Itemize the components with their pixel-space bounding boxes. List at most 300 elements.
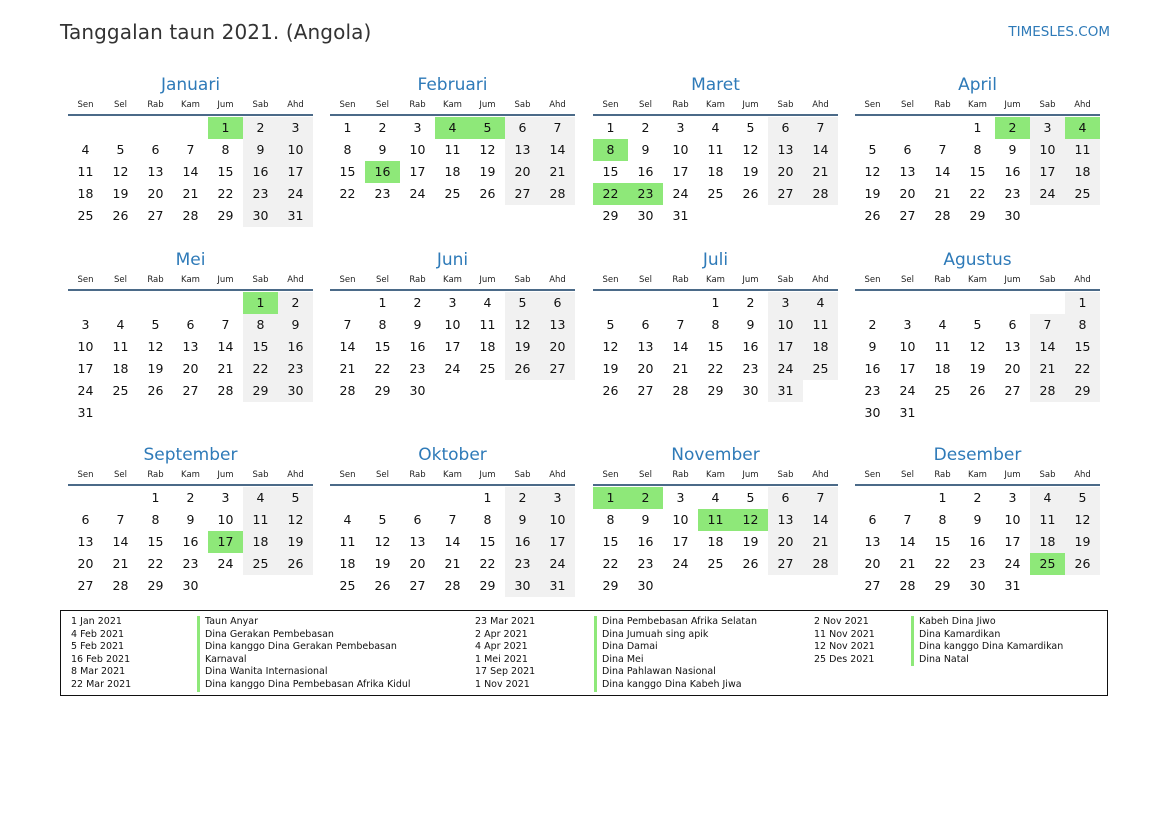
day-cell[interactable]: 13: [768, 139, 803, 161]
day-cell[interactable]: 15: [147, 534, 164, 549]
day-cell[interactable]: 26: [278, 553, 313, 575]
day-cell[interactable]: 9: [505, 509, 540, 531]
day-cell[interactable]: 19: [602, 361, 619, 376]
day-cell[interactable]: 29: [147, 578, 164, 593]
day-cell[interactable]: 18: [243, 531, 278, 553]
day-cell[interactable]: 16: [637, 164, 654, 179]
day-cell[interactable]: 23: [182, 556, 199, 571]
day-cell[interactable]: 28: [1030, 380, 1065, 402]
day-cell[interactable]: 22: [969, 186, 986, 201]
day-cell[interactable]: 23: [243, 183, 278, 205]
day-cell[interactable]: 5: [606, 317, 615, 332]
day-cell[interactable]: 15: [602, 164, 619, 179]
day-cell[interactable]: 7: [676, 317, 685, 332]
day-cell[interactable]: 28: [112, 578, 129, 593]
day-cell[interactable]: 7: [803, 487, 838, 509]
day-cell[interactable]: 27: [147, 208, 164, 223]
day-cell[interactable]: 3: [413, 120, 422, 135]
day-cell[interactable]: 1: [483, 490, 492, 505]
day-cell[interactable]: 2: [378, 120, 387, 135]
day-cell[interactable]: 20: [77, 556, 94, 571]
day-cell[interactable]: 18: [112, 361, 129, 376]
day-cell[interactable]: 10: [672, 512, 689, 527]
day-cell[interactable]: 26: [112, 208, 129, 223]
day-cell[interactable]: 22: [243, 358, 278, 380]
day-cell[interactable]: 18: [1065, 161, 1100, 183]
day-cell[interactable]: 12: [864, 164, 881, 179]
day-cell[interactable]: 21: [444, 556, 461, 571]
day-cell[interactable]: 8: [151, 512, 160, 527]
day-cell[interactable]: 15: [934, 534, 951, 549]
day-cell[interactable]: 29: [934, 578, 951, 593]
day-cell[interactable]: 17: [77, 361, 94, 376]
day-cell[interactable]: 11: [339, 534, 356, 549]
day-cell[interactable]: 1: [973, 120, 982, 135]
day-cell[interactable]: 2: [973, 490, 982, 505]
day-cell[interactable]: 22: [374, 361, 391, 376]
day-cell[interactable]: 8: [378, 317, 387, 332]
day-cell[interactable]: 4: [711, 120, 720, 135]
holiday-day-cell[interactable]: 1: [208, 117, 243, 139]
day-cell[interactable]: 18: [339, 556, 356, 571]
day-cell[interactable]: 4: [243, 487, 278, 509]
day-cell[interactable]: 12: [1065, 509, 1100, 531]
day-cell[interactable]: 25: [1065, 183, 1100, 205]
day-cell[interactable]: 27: [1004, 383, 1021, 398]
day-cell[interactable]: 25: [479, 361, 496, 376]
day-cell[interactable]: 6: [151, 142, 160, 157]
day-cell[interactable]: 31: [278, 205, 313, 227]
day-cell[interactable]: 29: [602, 578, 619, 593]
day-cell[interactable]: 21: [803, 161, 838, 183]
day-cell[interactable]: 23: [1004, 186, 1021, 201]
day-cell[interactable]: 25: [707, 556, 724, 571]
day-cell[interactable]: 22: [602, 556, 619, 571]
day-cell[interactable]: 10: [217, 512, 234, 527]
day-cell[interactable]: 30: [1004, 208, 1021, 223]
day-cell[interactable]: 15: [707, 339, 724, 354]
day-cell[interactable]: 28: [803, 553, 838, 575]
day-cell[interactable]: 12: [374, 534, 391, 549]
day-cell[interactable]: 20: [505, 161, 540, 183]
day-cell[interactable]: 4: [938, 317, 947, 332]
day-cell[interactable]: 22: [217, 186, 234, 201]
day-cell[interactable]: 30: [742, 383, 759, 398]
day-cell[interactable]: 29: [1065, 380, 1100, 402]
day-cell[interactable]: 23: [374, 186, 391, 201]
day-cell[interactable]: 10: [768, 314, 803, 336]
day-cell[interactable]: 19: [112, 186, 129, 201]
day-cell[interactable]: 13: [768, 509, 803, 531]
day-cell[interactable]: 21: [803, 531, 838, 553]
day-cell[interactable]: 5: [378, 512, 387, 527]
day-cell[interactable]: 15: [602, 534, 619, 549]
day-cell[interactable]: 24: [1030, 183, 1065, 205]
day-cell[interactable]: 24: [672, 556, 689, 571]
day-cell[interactable]: 18: [707, 534, 724, 549]
day-cell[interactable]: 15: [479, 534, 496, 549]
day-cell[interactable]: 20: [768, 531, 803, 553]
day-cell[interactable]: 10: [1030, 139, 1065, 161]
day-cell[interactable]: 6: [1008, 317, 1017, 332]
day-cell[interactable]: 18: [934, 361, 951, 376]
day-cell[interactable]: 17: [899, 361, 916, 376]
day-cell[interactable]: 20: [182, 361, 199, 376]
day-cell[interactable]: 5: [868, 142, 877, 157]
day-cell[interactable]: 6: [505, 117, 540, 139]
day-cell[interactable]: 14: [803, 139, 838, 161]
day-cell[interactable]: 25: [243, 553, 278, 575]
day-cell[interactable]: 2: [186, 490, 195, 505]
day-cell[interactable]: 24: [77, 383, 94, 398]
day-cell[interactable]: 17: [540, 531, 575, 553]
day-cell[interactable]: 30: [637, 578, 654, 593]
day-cell[interactable]: 27: [409, 578, 426, 593]
day-cell[interactable]: 6: [868, 512, 877, 527]
day-cell[interactable]: 6: [81, 512, 90, 527]
day-cell[interactable]: 15: [1065, 336, 1100, 358]
day-cell[interactable]: 31: [899, 405, 916, 420]
day-cell[interactable]: 3: [278, 117, 313, 139]
day-cell[interactable]: 6: [768, 117, 803, 139]
day-cell[interactable]: 11: [77, 164, 94, 179]
day-cell[interactable]: 16: [505, 531, 540, 553]
day-cell[interactable]: 8: [606, 512, 615, 527]
day-cell[interactable]: 6: [768, 487, 803, 509]
day-cell[interactable]: 24: [540, 553, 575, 575]
day-cell[interactable]: 14: [803, 509, 838, 531]
day-cell[interactable]: 20: [899, 186, 916, 201]
day-cell[interactable]: 8: [343, 142, 352, 157]
day-cell[interactable]: 30: [243, 205, 278, 227]
day-cell[interactable]: 19: [278, 531, 313, 553]
site-link[interactable]: TIMESLES.COM: [1008, 24, 1110, 40]
day-cell[interactable]: 7: [803, 117, 838, 139]
day-cell[interactable]: 31: [1004, 578, 1021, 593]
day-cell[interactable]: 30: [969, 578, 986, 593]
day-cell[interactable]: 27: [182, 383, 199, 398]
day-cell[interactable]: 7: [540, 117, 575, 139]
day-cell[interactable]: 17: [1004, 534, 1021, 549]
holiday-day-cell[interactable]: 5: [470, 117, 505, 139]
day-cell[interactable]: 21: [217, 361, 234, 376]
holiday-day-cell[interactable]: 2: [628, 487, 663, 509]
day-cell[interactable]: 1: [343, 120, 352, 135]
day-cell[interactable]: 6: [186, 317, 195, 332]
day-cell[interactable]: 23: [278, 358, 313, 380]
day-cell[interactable]: 18: [444, 164, 461, 179]
day-cell[interactable]: 28: [339, 383, 356, 398]
day-cell[interactable]: 26: [1065, 553, 1100, 575]
day-cell[interactable]: 30: [409, 383, 426, 398]
day-cell[interactable]: 10: [899, 339, 916, 354]
day-cell[interactable]: 25: [444, 186, 461, 201]
day-cell[interactable]: 20: [864, 556, 881, 571]
day-cell[interactable]: 19: [374, 556, 391, 571]
day-cell[interactable]: 22: [479, 556, 496, 571]
holiday-day-cell[interactable]: 4: [435, 117, 470, 139]
day-cell[interactable]: 17: [278, 161, 313, 183]
day-cell[interactable]: 8: [1065, 314, 1100, 336]
day-cell[interactable]: 13: [864, 534, 881, 549]
day-cell[interactable]: 24: [672, 186, 689, 201]
day-cell[interactable]: 19: [147, 361, 164, 376]
day-cell[interactable]: 8: [711, 317, 720, 332]
day-cell[interactable]: 23: [742, 361, 759, 376]
day-cell[interactable]: 23: [505, 553, 540, 575]
day-cell[interactable]: 18: [707, 164, 724, 179]
day-cell[interactable]: 15: [243, 336, 278, 358]
day-cell[interactable]: 11: [803, 314, 838, 336]
day-cell[interactable]: 14: [934, 164, 951, 179]
day-cell[interactable]: 21: [540, 161, 575, 183]
day-cell[interactable]: 24: [278, 183, 313, 205]
day-cell[interactable]: 31: [77, 405, 94, 420]
holiday-day-cell[interactable]: 25: [1030, 553, 1065, 575]
holiday-day-cell[interactable]: 17: [208, 531, 243, 553]
day-cell[interactable]: 16: [1004, 164, 1021, 179]
day-cell[interactable]: 5: [505, 292, 540, 314]
day-cell[interactable]: 7: [186, 142, 195, 157]
day-cell[interactable]: 5: [746, 120, 755, 135]
day-cell[interactable]: 4: [1030, 487, 1065, 509]
day-cell[interactable]: 29: [707, 383, 724, 398]
day-cell[interactable]: 21: [1030, 358, 1065, 380]
day-cell[interactable]: 21: [672, 361, 689, 376]
day-cell[interactable]: 2: [243, 117, 278, 139]
day-cell[interactable]: 8: [973, 142, 982, 157]
day-cell[interactable]: 31: [540, 575, 575, 597]
day-cell[interactable]: 4: [711, 490, 720, 505]
day-cell[interactable]: 1: [606, 120, 615, 135]
day-cell[interactable]: 17: [1030, 161, 1065, 183]
day-cell[interactable]: 15: [969, 164, 986, 179]
day-cell[interactable]: 9: [243, 139, 278, 161]
day-cell[interactable]: 15: [339, 164, 356, 179]
day-cell[interactable]: 29: [602, 208, 619, 223]
day-cell[interactable]: 22: [339, 186, 356, 201]
day-cell[interactable]: 10: [1004, 512, 1021, 527]
holiday-day-cell[interactable]: 22: [593, 183, 628, 205]
day-cell[interactable]: 27: [768, 183, 803, 205]
day-cell[interactable]: 8: [483, 512, 492, 527]
holiday-day-cell[interactable]: 1: [593, 487, 628, 509]
holiday-day-cell[interactable]: 23: [628, 183, 663, 205]
day-cell[interactable]: 24: [444, 361, 461, 376]
day-cell[interactable]: 11: [707, 142, 724, 157]
day-cell[interactable]: 13: [899, 164, 916, 179]
day-cell[interactable]: 14: [899, 534, 916, 549]
day-cell[interactable]: 21: [339, 361, 356, 376]
day-cell[interactable]: 2: [505, 487, 540, 509]
day-cell[interactable]: 14: [182, 164, 199, 179]
day-cell[interactable]: 12: [969, 339, 986, 354]
day-cell[interactable]: 3: [1008, 490, 1017, 505]
day-cell[interactable]: 26: [147, 383, 164, 398]
day-cell[interactable]: 3: [676, 120, 685, 135]
day-cell[interactable]: 25: [112, 383, 129, 398]
day-cell[interactable]: 14: [1030, 336, 1065, 358]
day-cell[interactable]: 27: [540, 358, 575, 380]
day-cell[interactable]: 13: [182, 339, 199, 354]
day-cell[interactable]: 4: [81, 142, 90, 157]
day-cell[interactable]: 14: [112, 534, 129, 549]
day-cell[interactable]: 11: [444, 142, 461, 157]
day-cell[interactable]: 30: [864, 405, 881, 420]
day-cell[interactable]: 27: [637, 383, 654, 398]
day-cell[interactable]: 1: [938, 490, 947, 505]
day-cell[interactable]: 20: [409, 556, 426, 571]
day-cell[interactable]: 7: [1030, 314, 1065, 336]
day-cell[interactable]: 9: [868, 339, 877, 354]
day-cell[interactable]: 17: [444, 339, 461, 354]
day-cell[interactable]: 27: [864, 578, 881, 593]
day-cell[interactable]: 3: [81, 317, 90, 332]
day-cell[interactable]: 6: [903, 142, 912, 157]
day-cell[interactable]: 25: [77, 208, 94, 223]
day-cell[interactable]: 10: [444, 317, 461, 332]
day-cell[interactable]: 14: [339, 339, 356, 354]
day-cell[interactable]: 27: [505, 183, 540, 205]
day-cell[interactable]: 3: [448, 295, 457, 310]
day-cell[interactable]: 16: [742, 339, 759, 354]
day-cell[interactable]: 19: [505, 336, 540, 358]
day-cell[interactable]: 14: [444, 534, 461, 549]
day-cell[interactable]: 7: [903, 512, 912, 527]
day-cell[interactable]: 22: [707, 361, 724, 376]
day-cell[interactable]: 25: [707, 186, 724, 201]
day-cell[interactable]: 18: [479, 339, 496, 354]
day-cell[interactable]: 24: [768, 358, 803, 380]
day-cell[interactable]: 25: [934, 383, 951, 398]
day-cell[interactable]: 12: [278, 509, 313, 531]
day-cell[interactable]: 6: [641, 317, 650, 332]
day-cell[interactable]: 31: [768, 380, 803, 402]
day-cell[interactable]: 14: [540, 139, 575, 161]
day-cell[interactable]: 12: [742, 142, 759, 157]
day-cell[interactable]: 24: [899, 383, 916, 398]
day-cell[interactable]: 26: [864, 208, 881, 223]
day-cell[interactable]: 13: [77, 534, 94, 549]
day-cell[interactable]: 8: [221, 142, 230, 157]
day-cell[interactable]: 10: [77, 339, 94, 354]
day-cell[interactable]: 3: [903, 317, 912, 332]
day-cell[interactable]: 22: [1065, 358, 1100, 380]
day-cell[interactable]: 9: [641, 512, 650, 527]
day-cell[interactable]: 3: [676, 490, 685, 505]
day-cell[interactable]: 28: [899, 578, 916, 593]
day-cell[interactable]: 24: [1004, 556, 1021, 571]
day-cell[interactable]: 23: [969, 556, 986, 571]
day-cell[interactable]: 9: [746, 317, 755, 332]
day-cell[interactable]: 18: [77, 186, 94, 201]
day-cell[interactable]: 1: [711, 295, 720, 310]
day-cell[interactable]: 15: [374, 339, 391, 354]
day-cell[interactable]: 12: [602, 339, 619, 354]
day-cell[interactable]: 29: [969, 208, 986, 223]
day-cell[interactable]: 19: [479, 164, 496, 179]
day-cell[interactable]: 21: [112, 556, 129, 571]
day-cell[interactable]: 20: [768, 161, 803, 183]
day-cell[interactable]: 16: [182, 534, 199, 549]
day-cell[interactable]: 21: [899, 556, 916, 571]
day-cell[interactable]: 29: [243, 380, 278, 402]
day-cell[interactable]: 16: [278, 336, 313, 358]
day-cell[interactable]: 9: [1008, 142, 1017, 157]
day-cell[interactable]: 11: [112, 339, 129, 354]
day-cell[interactable]: 30: [182, 578, 199, 593]
day-cell[interactable]: 26: [374, 578, 391, 593]
holiday-day-cell[interactable]: 4: [1065, 117, 1100, 139]
day-cell[interactable]: 30: [637, 208, 654, 223]
day-cell[interactable]: 11: [1030, 509, 1065, 531]
day-cell[interactable]: 2: [868, 317, 877, 332]
day-cell[interactable]: 2: [413, 295, 422, 310]
day-cell[interactable]: 16: [969, 534, 986, 549]
day-cell[interactable]: 2: [278, 292, 313, 314]
day-cell[interactable]: 17: [409, 164, 426, 179]
day-cell[interactable]: 13: [540, 314, 575, 336]
day-cell[interactable]: 19: [742, 164, 759, 179]
day-cell[interactable]: 26: [969, 383, 986, 398]
day-cell[interactable]: 9: [641, 142, 650, 157]
day-cell[interactable]: 14: [217, 339, 234, 354]
day-cell[interactable]: 27: [899, 208, 916, 223]
day-cell[interactable]: 30: [505, 575, 540, 597]
day-cell[interactable]: 28: [540, 183, 575, 205]
day-cell[interactable]: 26: [742, 186, 759, 201]
day-cell[interactable]: 20: [540, 336, 575, 358]
day-cell[interactable]: 5: [1065, 487, 1100, 509]
day-cell[interactable]: 9: [973, 512, 982, 527]
day-cell[interactable]: 27: [768, 553, 803, 575]
day-cell[interactable]: 2: [641, 120, 650, 135]
day-cell[interactable]: 9: [186, 512, 195, 527]
day-cell[interactable]: 29: [217, 208, 234, 223]
day-cell[interactable]: 19: [864, 186, 881, 201]
day-cell[interactable]: 16: [243, 161, 278, 183]
day-cell[interactable]: 29: [374, 383, 391, 398]
day-cell[interactable]: 19: [969, 361, 986, 376]
day-cell[interactable]: 6: [413, 512, 422, 527]
day-cell[interactable]: 17: [672, 164, 689, 179]
day-cell[interactable]: 12: [479, 142, 496, 157]
day-cell[interactable]: 28: [444, 578, 461, 593]
holiday-day-cell[interactable]: 16: [365, 161, 400, 183]
day-cell[interactable]: 12: [147, 339, 164, 354]
day-cell[interactable]: 7: [343, 317, 352, 332]
day-cell[interactable]: 6: [540, 292, 575, 314]
day-cell[interactable]: 19: [742, 534, 759, 549]
day-cell[interactable]: 11: [934, 339, 951, 354]
day-cell[interactable]: 13: [505, 139, 540, 161]
holiday-day-cell[interactable]: 2: [995, 117, 1030, 139]
day-cell[interactable]: 28: [217, 383, 234, 398]
day-cell[interactable]: 23: [409, 361, 426, 376]
day-cell[interactable]: 23: [637, 556, 654, 571]
day-cell[interactable]: 13: [409, 534, 426, 549]
day-cell[interactable]: 17: [672, 534, 689, 549]
day-cell[interactable]: 30: [278, 380, 313, 402]
day-cell[interactable]: 23: [864, 383, 881, 398]
holiday-day-cell[interactable]: 8: [593, 139, 628, 161]
day-cell[interactable]: 21: [934, 186, 951, 201]
day-cell[interactable]: 5: [116, 142, 125, 157]
day-cell[interactable]: 14: [672, 339, 689, 354]
day-cell[interactable]: 1: [151, 490, 160, 505]
day-cell[interactable]: 26: [742, 556, 759, 571]
day-cell[interactable]: 4: [116, 317, 125, 332]
